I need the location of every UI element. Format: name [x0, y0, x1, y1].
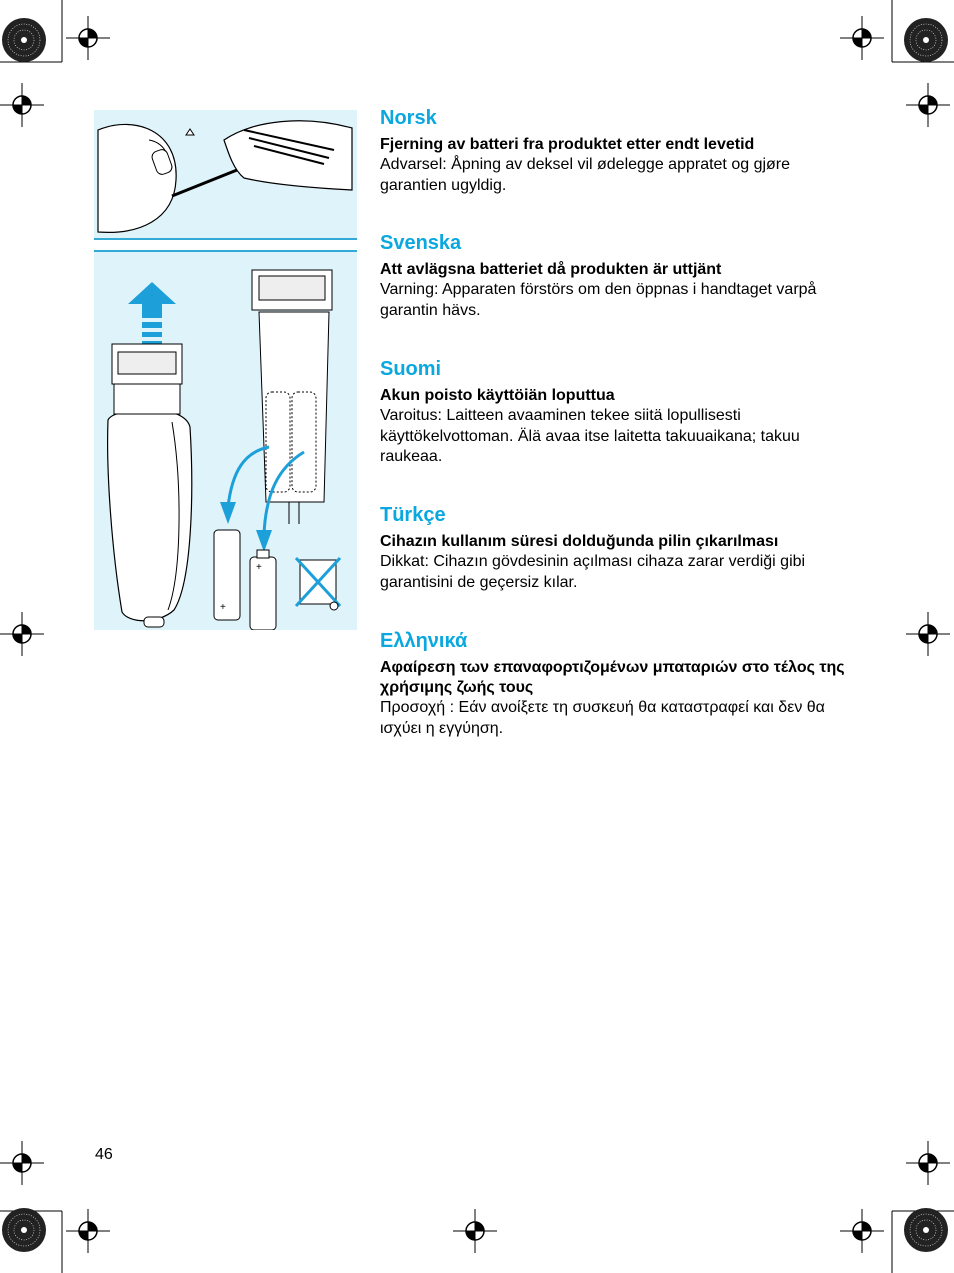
section-greek: [380, 630, 860, 739]
subheading-suomi: Akun poisto käyttöiän loputtua: [380, 387, 615, 404]
heading-turkce: Türkçe: [380, 504, 446, 526]
svg-text:+: +: [256, 562, 262, 573]
body-greek: Προσοχή : Εάν ανοίξετε τη συσκευή θα καταστραφεί και δεν θα ισχύει η εγγύηση.: [380, 699, 825, 737]
subheading-turkce: Cihazın kullanım süresi dolduğunda pilin çıkarılması: [380, 533, 779, 550]
section-turkce: [380, 504, 860, 593]
heading-norsk: Norsk: [380, 107, 437, 129]
screwdriver-illustration: [94, 110, 357, 238]
subheading-greek: Αφαίρεση των επαναφορτιζομένων μπαταριών στο τέλος της χρήσιμης ζωής τους: [380, 659, 845, 696]
subheading-norsk: Fjerning av batteri fra produktet etter endt levetid: [380, 136, 755, 153]
body-svenska: Varning: Apparaten förstörs om den öppnas i handtaget varpå garantin hävs.: [380, 281, 817, 319]
body-norsk: Advarsel: Åpning av deksel vil ødelegge appratet og gjøre garantien ugyldig.: [380, 156, 791, 194]
crossed-bin-icon: [296, 558, 340, 610]
section-svenska: [380, 232, 860, 321]
up-arrow-icon: [128, 282, 176, 345]
illustration-battery-removal: [94, 250, 357, 630]
battery-left: [214, 530, 240, 620]
page-number: 46: [95, 1146, 113, 1163]
shaver-disassembly-illustration: [94, 252, 357, 630]
heading-suomi: Suomi: [380, 358, 442, 380]
body-suomi: Varoitus: Laitteen avaaminen tekee siitä lopullisesti käyttökelvottoman. Älä avaa itse laitetta takuuaikana; takuu raukeaa.: [380, 407, 800, 465]
body-turkce: Dikkat: Cihazın gövdesinin açılması cihaza zarar verdiği gibi garantisini de geçersiz kılar.: [380, 553, 806, 591]
illustration-open-housing: [94, 110, 357, 240]
svg-text:+: +: [220, 602, 226, 613]
heading-svenska: Svenska: [380, 232, 462, 254]
section-suomi: [380, 358, 860, 468]
heading-greek: Ελληνικά: [380, 630, 468, 652]
battery-right: [250, 550, 276, 630]
section-norsk: [380, 107, 860, 196]
subheading-svenska: Att avlägsna batteriet då produkten är uttjänt: [380, 261, 722, 278]
